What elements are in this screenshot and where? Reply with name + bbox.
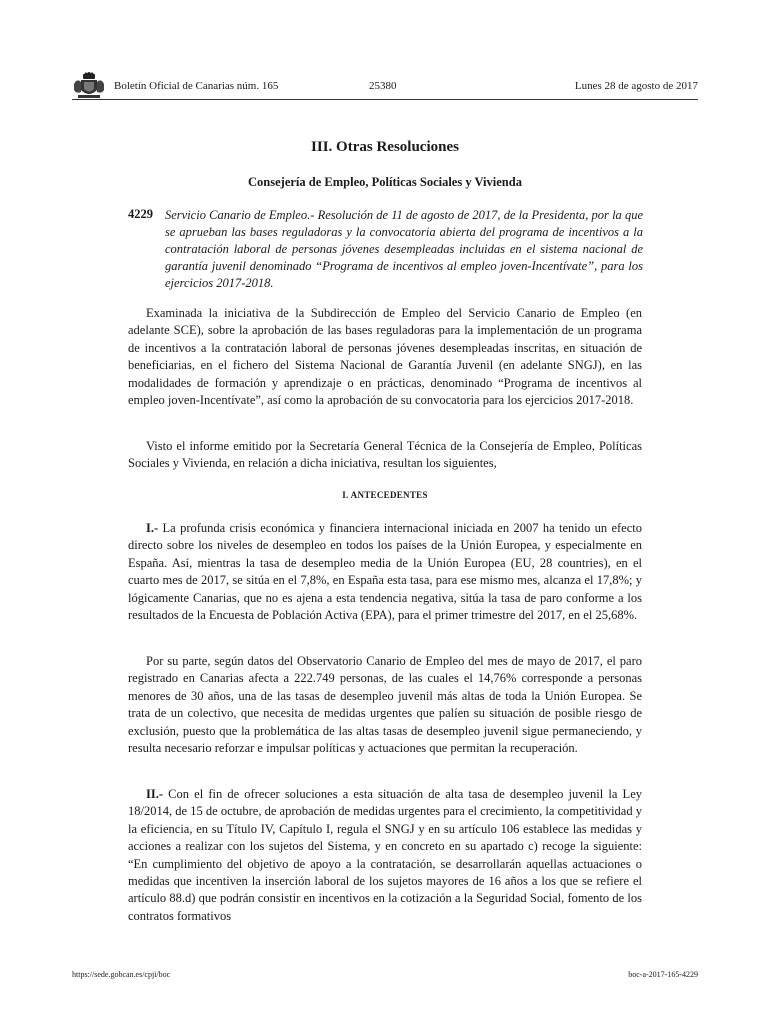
department-name: Consejería de Empleo, Políticas Sociales y Vivienda bbox=[248, 175, 522, 189]
page-header bbox=[72, 72, 698, 102]
page-number: 25380 bbox=[369, 80, 397, 92]
antecedentes-heading: I. ANTECEDENTES bbox=[342, 490, 428, 500]
footer-document-code: boc-a-2017-165-4229 bbox=[628, 970, 698, 979]
paragraph-visto: Visto el informe emitido por la Secretaría General Técnica de la Consejería de Empleo, Políticas Sociales y Vivienda, en relación a dicha iniciativa, resultan los siguientes, bbox=[128, 439, 642, 471]
publication-name: Boletín Oficial de Canarias núm. 165 bbox=[114, 80, 279, 92]
paragraph-antecedente-2 bbox=[128, 786, 642, 925]
coat-of-arms-icon bbox=[72, 72, 106, 100]
paragraph-examinada: Examinada la iniciativa de la Subdirección de Empleo del Servicio Canario de Empleo (en adelante SCE), sobre la aprobación de las bases reguladoras para la implementación de un programa de incentivos a la contratación laboral de personas jóvenes desempleadas inscritas, en situación de beneficiarias, en el fichero del Sistema Nacional de Garantía Juvenil (en adelante SNGJ), en las modalidades de formación y aprendizaje o en prácticas, denominado “Programa de incentivos al empleo joven-Incentívate”, así como la aprobación de su convocatoria para los ejercicios 2017-2018. bbox=[128, 306, 642, 408]
footer-url[interactable]: https://sede.gobcan.es/cpji/boc bbox=[72, 970, 171, 979]
antecedente-2-text: Con el fin de ofrecer soluciones a esta situación de alta tasa de desempleo juvenil la Ley 18/2014, de 15 de octubre, de aprobación de medidas urgentes para el crecimiento, la competitividad y la eficiencia, en su Título IV, Capítulo I, regula el SNGJ y en su artículo 106 establece las medidas y acciones a realizar con los sujetos del Sistema, y en concreto en su apartado c) recoge la siguiente: “En cumplimiento del objetivo de apoyo a la contratación, se desarrollarán aquellas actuaciones o medidas que incentiven la inserción laboral de los sujetos mayores de 16 años a los que se refiere el artículo 88.d) que podrán consistir en incentivos en la cotización a la Seguridad Social, fomento de los contratos formativos bbox=[128, 787, 642, 923]
antecedente-1-label: I.- bbox=[146, 521, 159, 535]
resolution-title: Servicio Canario de Empleo.- Resolución de 11 de agosto de 2017, de la Presidenta, por la que se aprueban las bases reguladoras y la convocatoria abierta del programa de incentivos a la contratación laboral de personas jóvenes desempleadas incluidas en el sistema nacional de garantía juvenil denominado “Programa de incentivos al empleo joven-Incentívate”, para los ejercicios 2017-2018. bbox=[165, 208, 643, 290]
antecedente-2-label: II.- bbox=[146, 787, 164, 801]
antecedente-1-text: La profunda crisis económica y financiera internacional iniciada en 2007 ha tenido un efecto directo sobre los niveles de desempleo en todos los países de la Unión Europea, y especialmente en España. Así, mientras la tasa de desempleo media de la Unión Europea (EU, 28 countries), en el cuarto mes de 2017, se sitúa en el 7,8%, en España esta tasa, para ese mismo mes, alcanza el 17,8%; y lógicamente Canarias, que no es ajena a esta tendencia negativa, sitúa la tasa de paro conforme a los resultados de la Encuesta de Población Activa (EPA), para el primer trimestre del 2017, en el 25,68%. bbox=[128, 521, 642, 623]
resolution-number: 4229 bbox=[128, 207, 153, 221]
header-divider bbox=[72, 99, 698, 100]
section-title: III. Otras Resoluciones bbox=[311, 139, 459, 155]
paragraph-por-su-parte: Por su parte, según datos del Observatorio Canario de Empleo del mes de mayo de 2017, el paro registrado en Canarias afecta a 222.749 personas, de las cuales el 14,76% corresponde a personas menores de 30 años, una de las tasas de desempleo juvenil más altas de toda la Unión Europea. Se trata de un colectivo, que necesita de medidas urgentes que palíen su situación de posible riesgo de exclusión, puesto que la problemática de las altas tasas de desempleo juvenil sigue permaneciendo, y resulta necesario reforzar e impulsar políticas y actuaciones que permitan la recuperación. bbox=[128, 654, 642, 756]
paragraph-antecedente-1 bbox=[128, 520, 642, 624]
publication-date: Lunes 28 de agosto de 2017 bbox=[574, 80, 698, 92]
